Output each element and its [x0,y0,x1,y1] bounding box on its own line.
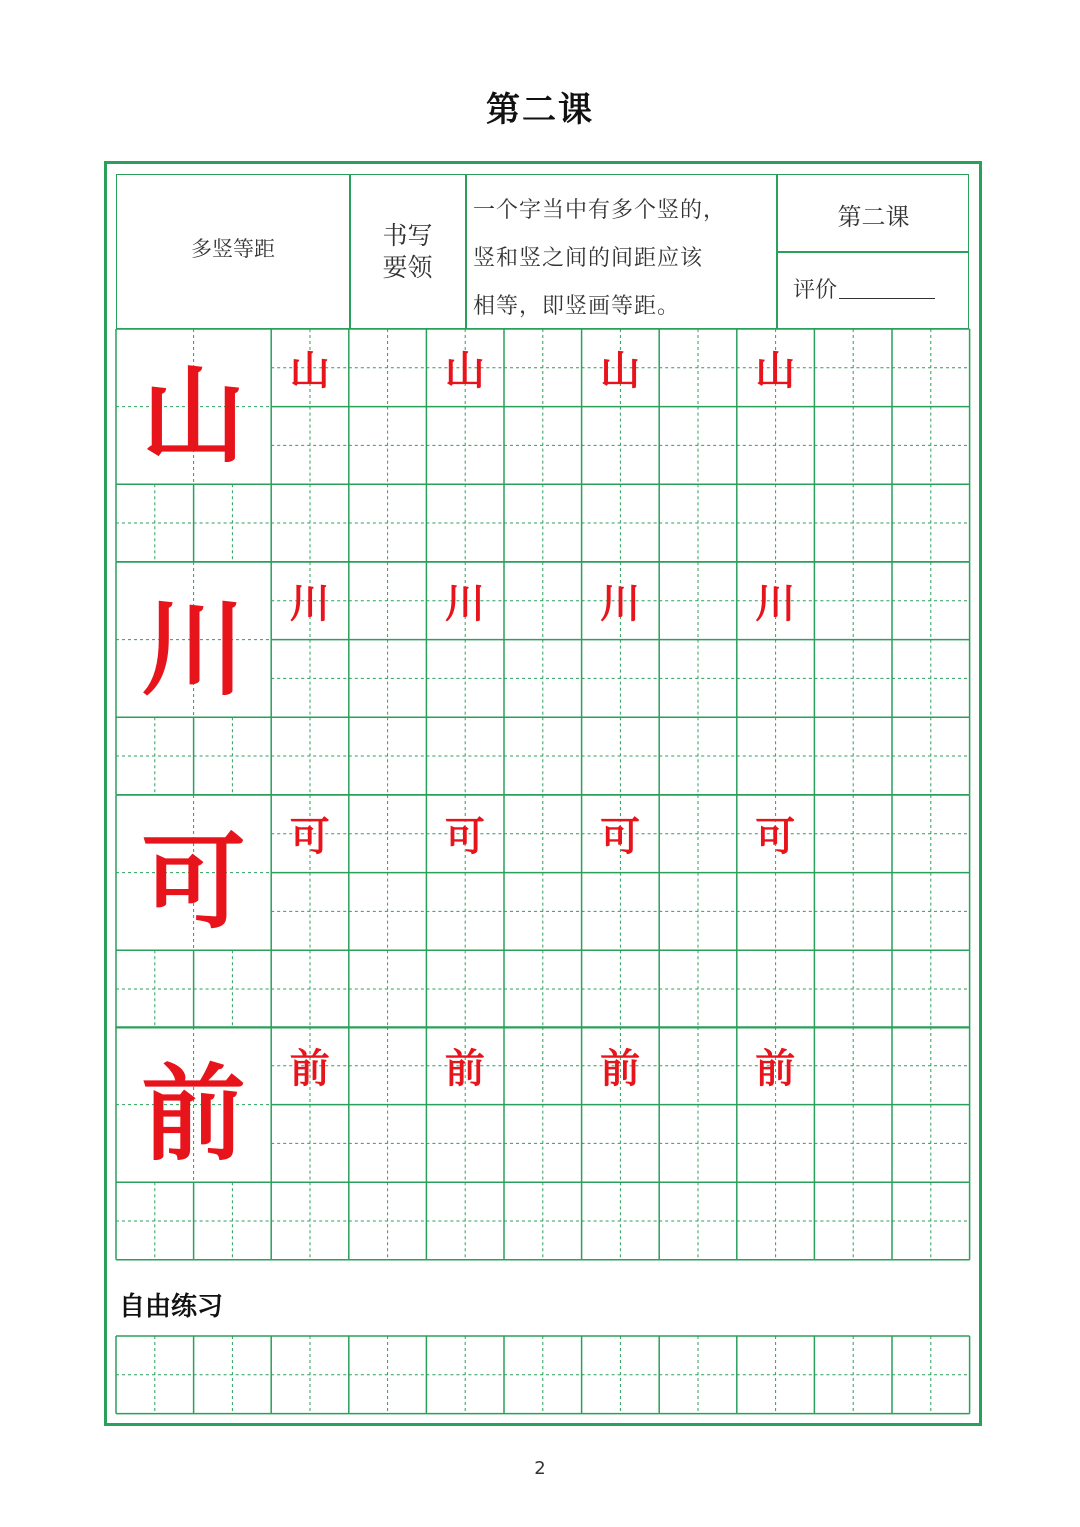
evaluation-label: 评价 [793,278,838,303]
writing-tips-line: 相等，即竖画等距。 [473,294,681,319]
essentials-label-line: 书写 [382,221,433,250]
trace-character: 川 [600,580,641,627]
trace-character: 山 [444,347,485,394]
trace-character: 可 [289,813,330,860]
essentials-label-line: 要领 [382,253,433,282]
writing-tips-line: 竖和竖之间的间距应该 [473,246,704,271]
trace-character: 山 [289,347,330,394]
trace-character: 可 [600,813,641,860]
page-title: 第二课 [486,90,594,130]
page-number: 2 [534,1458,546,1479]
trace-character: 可 [444,813,485,860]
model-character: 川 [141,586,246,710]
trace-character: 前 [600,1045,641,1092]
trace-character: 川 [444,580,485,627]
trace-character: 前 [755,1045,796,1092]
trace-character: 可 [755,813,796,860]
trace-character: 川 [289,580,330,627]
free-practice-heading: 自由练习 [119,1292,224,1322]
model-character: 山 [141,353,246,477]
lesson-label: 第二课 [837,203,910,231]
trace-character: 山 [755,347,796,394]
trace-character: 前 [444,1045,485,1092]
trace-character: 山 [600,347,641,394]
model-character: 可 [141,819,246,943]
model-character: 前 [141,1051,246,1175]
trace-character: 前 [289,1045,330,1092]
writing-tips-line: 一个字当中有多个竖的， [473,198,727,223]
topic-label: 多竖等距 [191,237,275,261]
trace-character: 川 [755,580,796,627]
